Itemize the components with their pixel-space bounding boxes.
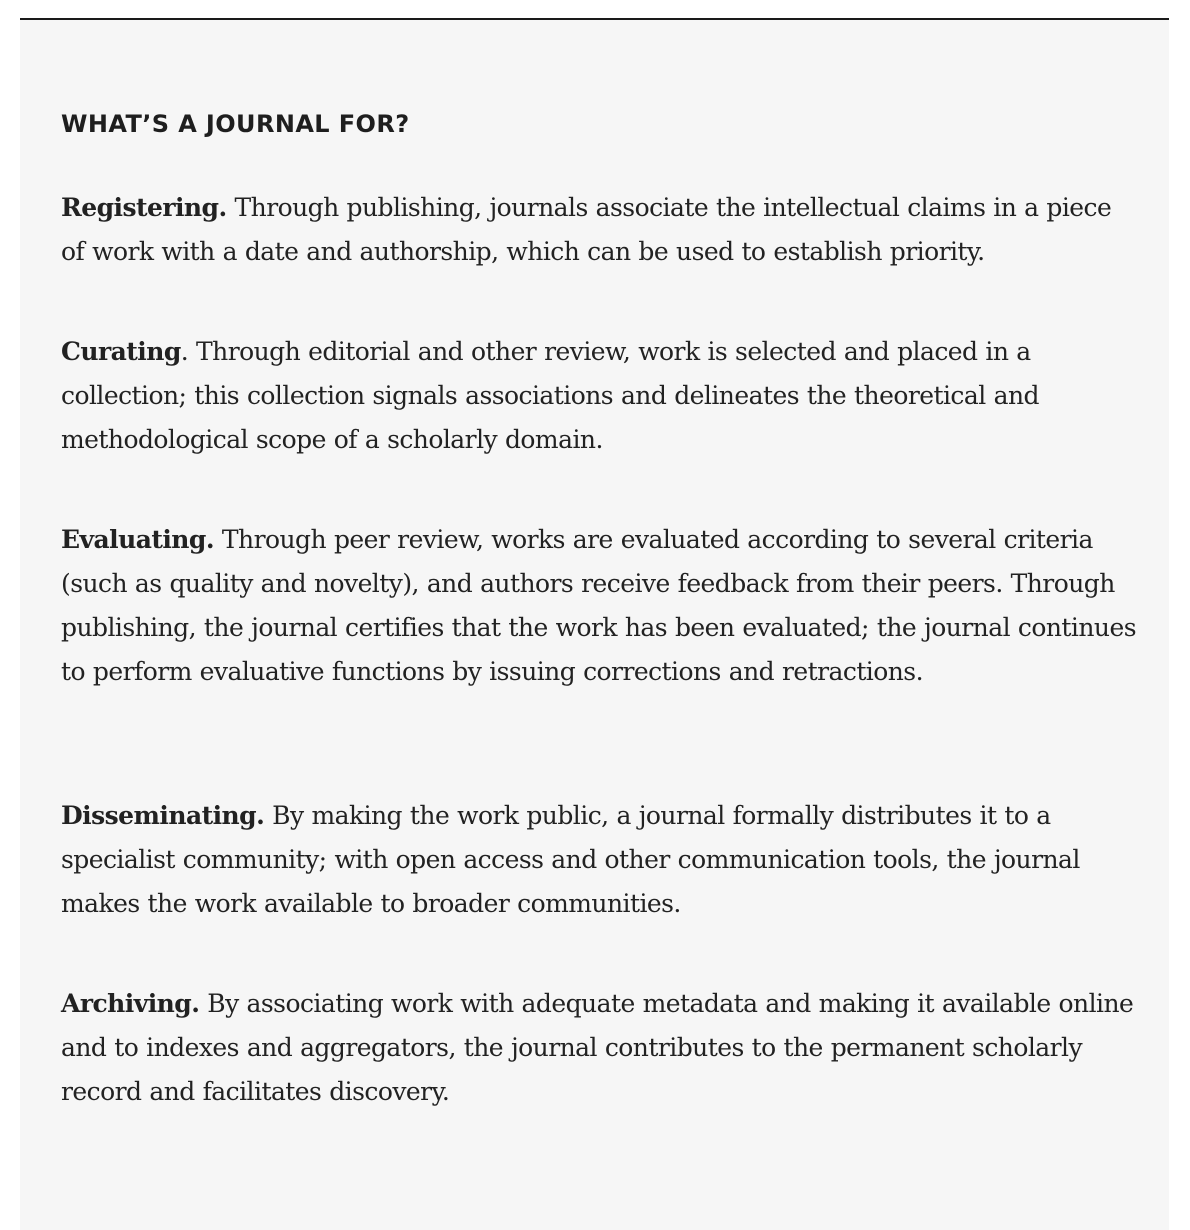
sidebar-box <box>20 18 1169 1230</box>
item-text: . Through editorial and other review, work is selected and placed in a collection; this collection signals associations and delineates the theoretical and methodological scope of a scholarly domain. <box>61 337 1039 454</box>
item-term: Archiving. <box>61 989 200 1018</box>
item-term: Evaluating. <box>61 525 215 554</box>
item-text: By associating work with adequate metadata and making it available online and to indexes and aggregators, the journal contributes to the permanent scholarly record and facilitates discovery. <box>61 989 1134 1106</box>
function-item-evaluating <box>61 518 1141 694</box>
function-item-archiving <box>61 982 1141 1114</box>
item-text: Through publishing, journals associate the intellectual claims in a piece of work with a date and authorship, which can be used to establish priority. <box>61 193 1112 266</box>
function-item-curating <box>61 330 1141 462</box>
item-text: Through peer review, works are evaluated according to several criteria (such as quality and novelty), and authors receive feedback from their peers. Through publishing, the journal certifies that the work has been evaluated; the journal continues to perform evaluative functions by issuing corrections and retractions. <box>61 525 1136 686</box>
item-term: Curating <box>61 337 181 366</box>
box-heading: WHAT’S A JOURNAL FOR? <box>61 110 410 138</box>
function-item-disseminating <box>61 794 1141 926</box>
function-item-registering <box>61 186 1141 274</box>
item-term: Disseminating. <box>61 801 265 830</box>
item-term: Registering. <box>61 193 227 222</box>
item-text: By making the work public, a journal formally distributes it to a specialist community; with open access and other communication tools, the journal makes the work available to broader communities. <box>61 801 1080 918</box>
